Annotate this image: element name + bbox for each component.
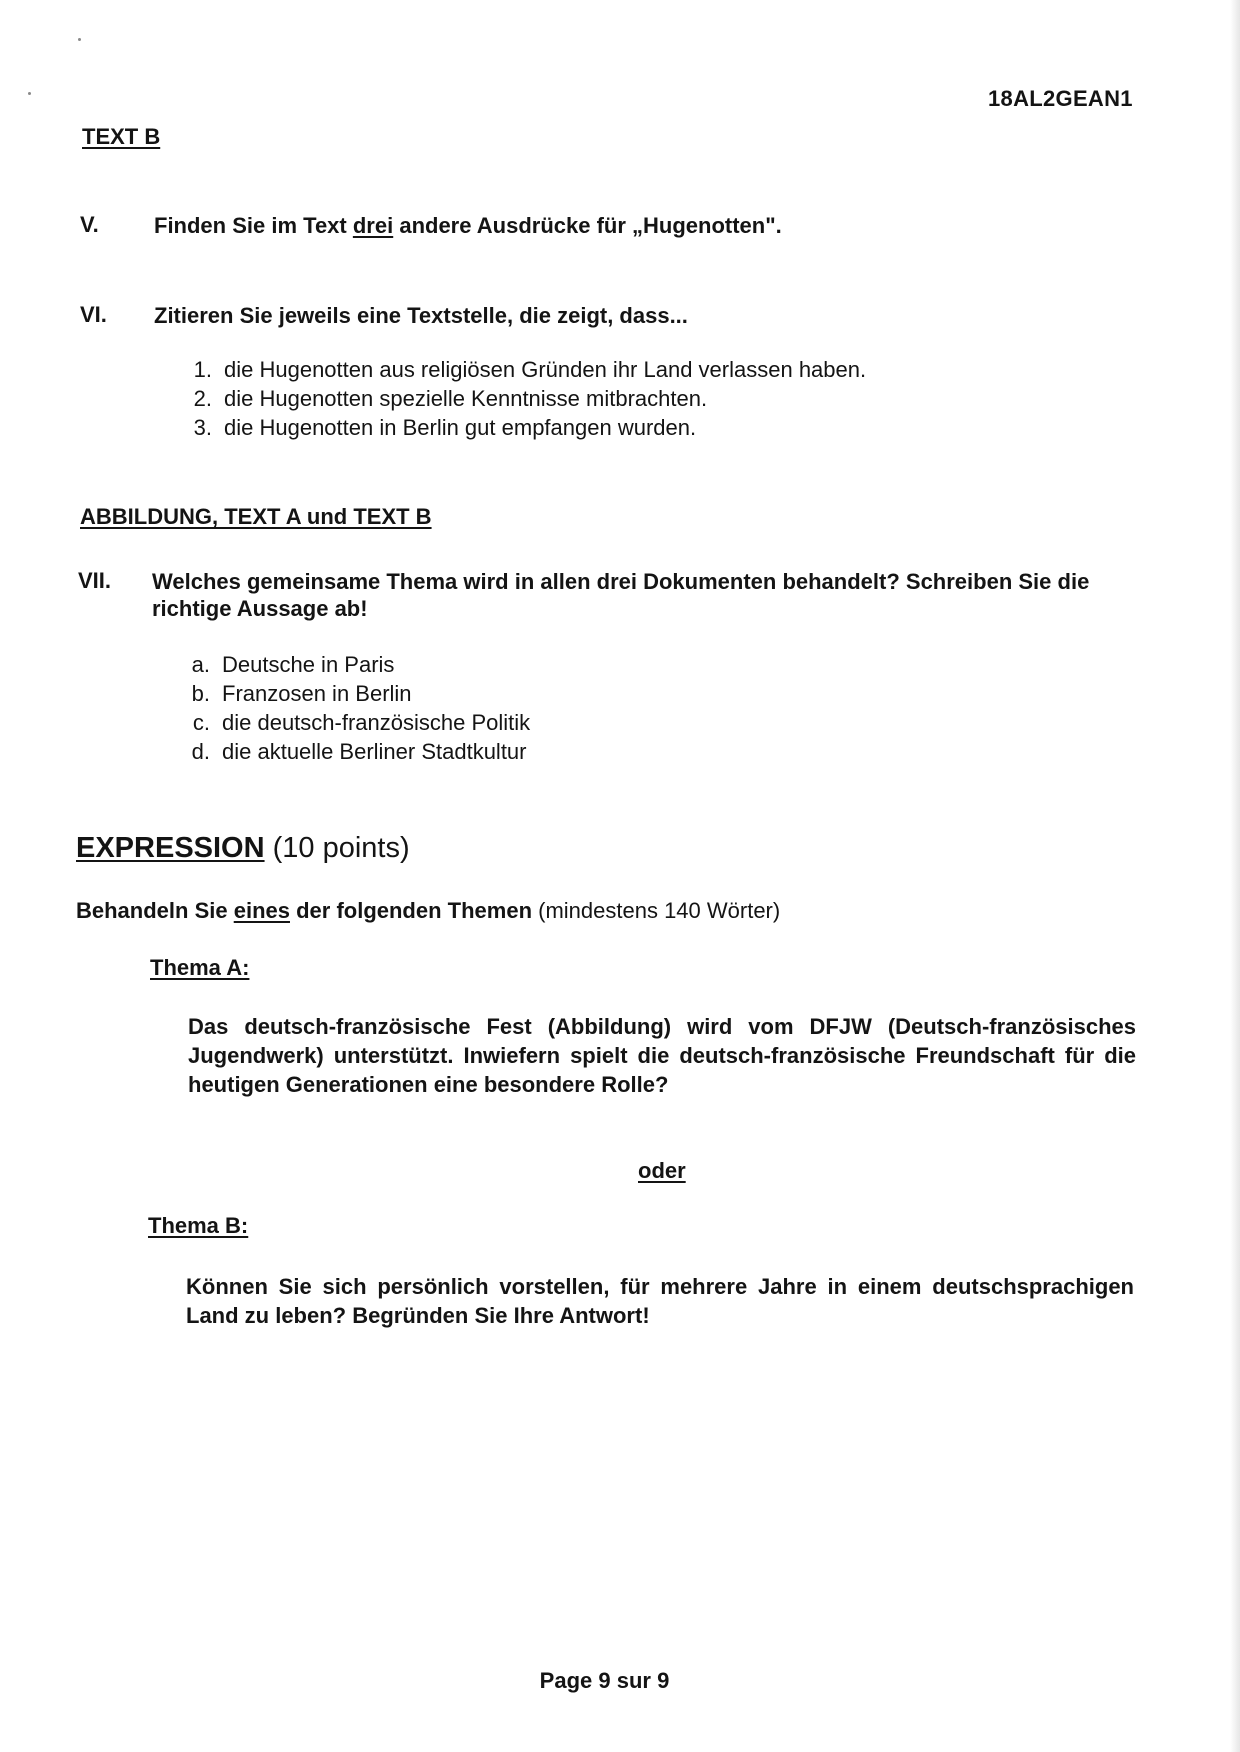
emphasis-eines: eines: [233, 898, 290, 923]
theme-b-label: Thema B:: [148, 1213, 249, 1238]
theme-b-text: Können Sie sich persönlich vorstellen, für mehrere Jahre in einem deutschsprachigen Land zu leben? Begründen Sie Ihre Antwort!: [186, 1274, 1134, 1328]
option-item: d. die aktuelle Berliner Stadtkultur: [191, 739, 527, 764]
question-v-text: Finden Sie im Text drei andere Ausdrücke für „Hugenotten".: [154, 213, 782, 238]
question-number-v: V.: [80, 212, 99, 237]
document-code: 18AL2GEAN1: [988, 86, 1133, 111]
option-item: c. die deutsch-französische Politik: [192, 710, 531, 735]
question-number-vii: VII.: [78, 568, 112, 593]
question-vi-text: Zitieren Sie jeweils eine Textstelle, die zeigt, dass...: [154, 303, 688, 328]
expression-instruction: Behandeln Sie eines der folgenden Themen (mindestens 140 Wörter): [76, 898, 781, 923]
question-vi-list: [172, 355, 1072, 442]
list-item: 2. die Hugenotten spezielle Kenntnisse mitbrachten.: [193, 386, 708, 411]
scan-speck: [28, 92, 31, 95]
question-vii-options: [170, 650, 1070, 766]
expression-heading: EXPRESSION (10 points): [76, 832, 410, 864]
question-number-vi: VI.: [80, 302, 107, 327]
section-heading-text-b: TEXT B: [82, 124, 161, 149]
question-vii-text: Welches gemeinsame Thema wird in allen drei Dokumenten behandelt? Schreiben Sie die richtige Aussage ab!: [152, 569, 1090, 621]
page-edge-shadow: [1230, 0, 1240, 1752]
emphasis-drei: drei: [352, 213, 394, 238]
list-item: 3. die Hugenotten in Berlin gut empfangen wurden.: [193, 415, 697, 440]
theme-a-text: Das deutsch-französische Fest (Abbildung) wird vom DFJW (Deutsch-französisches Jugendwerk) unterstützt. Inwiefern spielt die deutsch-französische Freundschaft für die heutigen Generationen eine besondere Rolle?: [188, 1014, 1136, 1097]
list-item: 1. die Hugenotten aus religiösen Gründen ihr Land verlassen haben.: [193, 357, 867, 382]
scan-speck: [78, 38, 81, 41]
option-item: a. Deutsche in Paris: [191, 652, 395, 677]
theme-a-label: Thema A:: [150, 955, 250, 980]
option-item: b. Franzosen in Berlin: [191, 681, 412, 706]
section-heading-abbildung: ABBILDUNG, TEXT A und TEXT B: [80, 504, 432, 529]
or-separator: oder: [638, 1158, 686, 1183]
page-number: Page 9 sur 9: [539, 1668, 670, 1693]
